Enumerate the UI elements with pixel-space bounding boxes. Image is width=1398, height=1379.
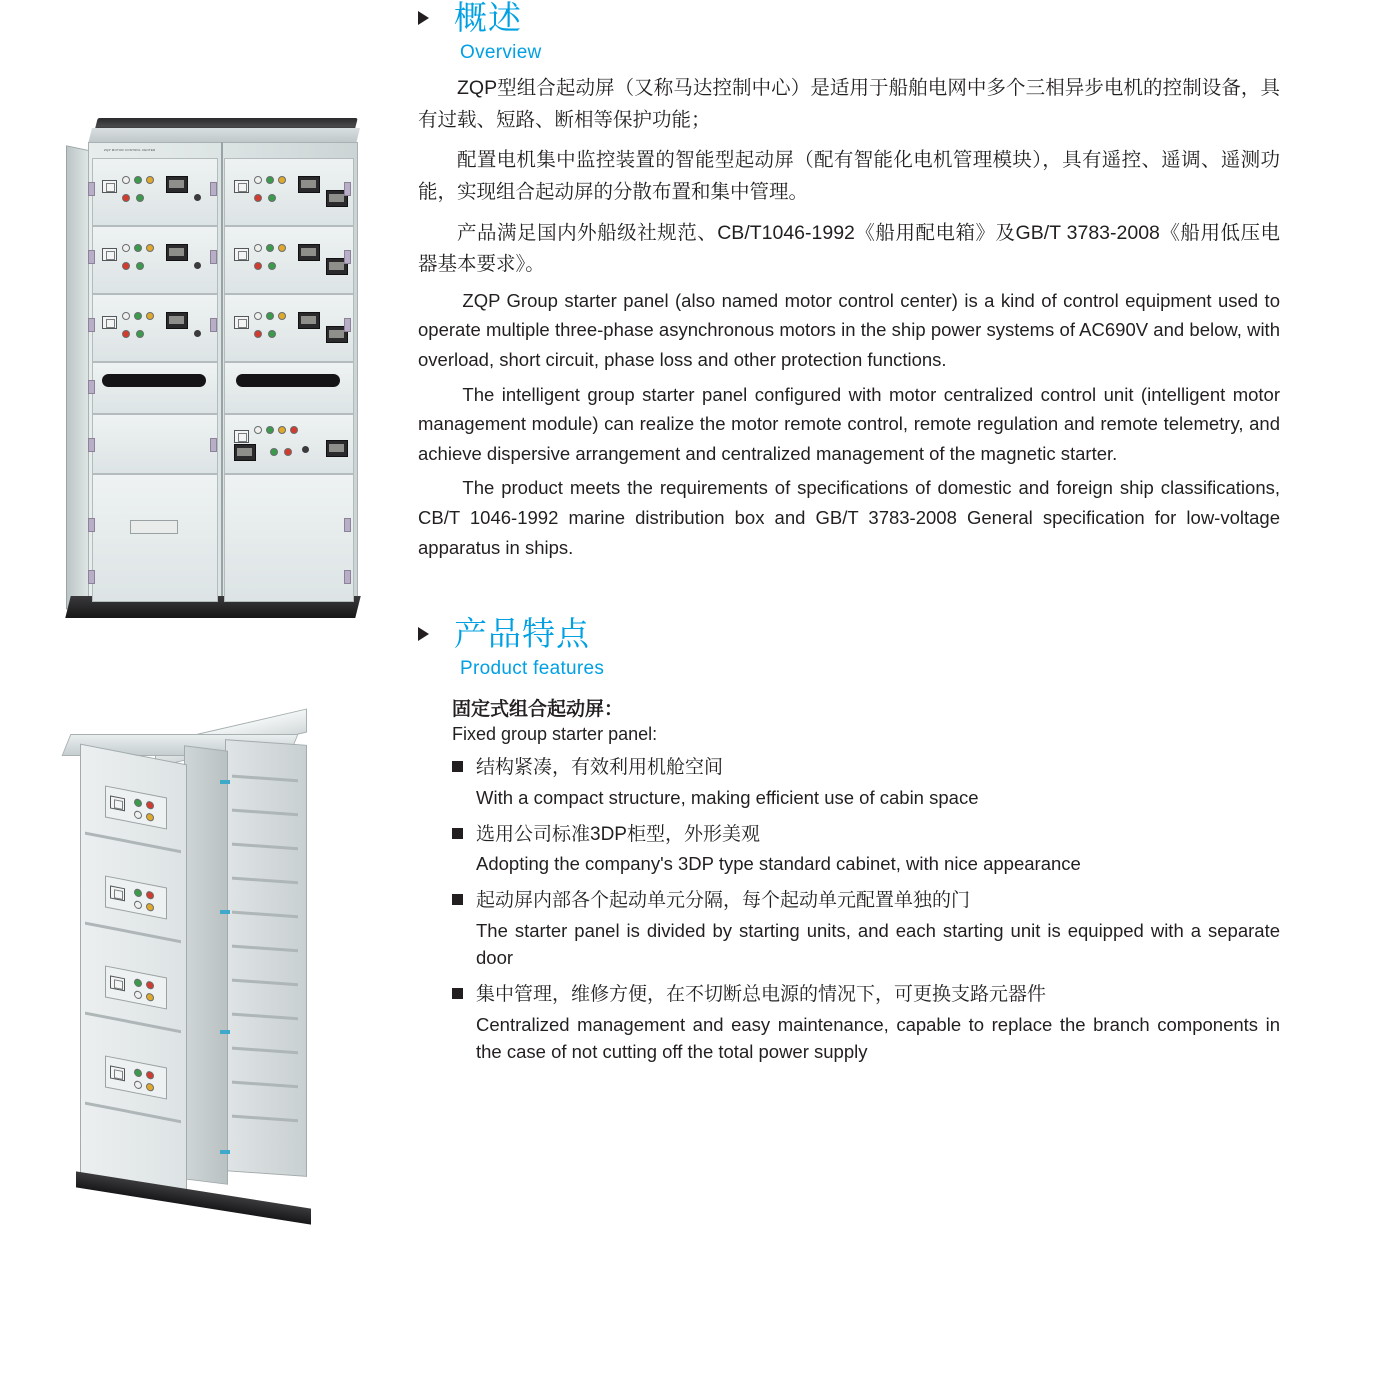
door-hinge xyxy=(344,518,351,532)
features-subtitle-cn: 固定式组合起动屏： xyxy=(452,699,624,721)
features-title-en: Product features xyxy=(460,658,605,680)
indicator-lamp-icon xyxy=(278,312,286,320)
push-button-icon xyxy=(136,262,144,270)
product-photo-front xyxy=(36,100,376,645)
panel-seam xyxy=(232,843,298,851)
list-item-label-en: With a compact structure, making efficient use of cabin space xyxy=(476,786,979,808)
push-button-icon xyxy=(254,194,262,202)
selector-switch-icon xyxy=(234,430,249,443)
starter-unit-cell xyxy=(92,474,218,602)
push-button-icon xyxy=(136,330,144,338)
indicator-lamp-icon xyxy=(146,890,154,900)
overview-paragraph-cn: 配置电机集中监控装置的智能型起动屏（配有智能化电机管理模块），具有遥控、遥调、遥测功能，实现组合起动屏的分散布置和集中管理。 xyxy=(418,149,1280,204)
door-hinge xyxy=(88,250,95,264)
panel-seam xyxy=(232,945,298,953)
indicator-lamp-icon xyxy=(146,1070,154,1080)
cabinet-center-divider xyxy=(221,142,223,602)
section-product-features xyxy=(414,616,1284,1066)
indicator-lamp-icon xyxy=(146,176,154,184)
overview-title-en: Overview xyxy=(460,42,542,64)
triangle-bullet-icon xyxy=(418,11,429,25)
panel-seam xyxy=(232,775,298,783)
indicator-lamp-icon xyxy=(134,798,142,808)
panel-seam xyxy=(232,1115,298,1123)
indicator-lamp-icon xyxy=(278,176,286,184)
door-hinge xyxy=(344,570,351,584)
list-item-label-cn: 结构紧凑，有效利用机舱空间 xyxy=(476,757,724,779)
push-button-icon xyxy=(134,990,142,1000)
push-button-icon xyxy=(146,902,154,912)
selector-switch-icon xyxy=(110,795,125,811)
rating-nameplate xyxy=(130,520,178,534)
square-bullet-icon xyxy=(452,828,463,839)
door-hinge xyxy=(88,518,95,532)
door-hinge xyxy=(88,438,95,452)
push-button-icon xyxy=(134,810,142,820)
panel-seam xyxy=(232,911,298,919)
panel-seam xyxy=(232,1081,298,1089)
rotary-knob-icon xyxy=(194,194,201,201)
indicator-lamp-icon xyxy=(122,244,130,252)
list-item xyxy=(452,981,1284,1009)
door-hinge xyxy=(88,318,95,332)
door-hinge xyxy=(344,182,351,196)
indicator-lamp-icon xyxy=(134,176,142,184)
push-button-icon xyxy=(146,1082,154,1092)
ammeter-icon xyxy=(298,244,320,261)
control-faceplate xyxy=(105,965,167,1009)
push-button-icon xyxy=(268,330,276,338)
selector-switch-icon xyxy=(102,248,117,261)
push-button-icon xyxy=(122,262,130,270)
list-item-label-en: The starter panel is divided by starting units, and each starting unit is equipped with a separate door xyxy=(476,919,1280,969)
product-photo-angled xyxy=(50,710,370,1255)
overview-paragraph-en: ZQP Group starter panel (also named motor control center) is a kind of control equipment used to operate multiple three-phase asynchronous motors in the ship power systems of AC690V and below, with overload, short circuit, phase loss and other protection functions. xyxy=(418,289,1280,370)
push-button-icon xyxy=(254,330,262,338)
door-hinge xyxy=(210,182,217,196)
push-button-icon xyxy=(254,262,262,270)
panel-seam xyxy=(232,979,298,987)
indicator-lamp-icon xyxy=(134,888,142,898)
overview-title-cn: 概述 xyxy=(454,0,522,36)
selector-switch-icon xyxy=(110,1065,125,1081)
control-faceplate xyxy=(105,785,167,829)
overview-heading xyxy=(414,0,1284,36)
door-hinge xyxy=(344,250,351,264)
indicator-lamp-icon xyxy=(254,312,262,320)
indicator-lamp-icon xyxy=(134,978,142,988)
cabinet-name-plate-text: ZQP MOTOR CONTROL CENTER xyxy=(104,148,156,152)
indicator-lamp-icon xyxy=(266,244,274,252)
panel-seam xyxy=(232,1013,298,1021)
overview-paragraph-en: The product meets the requirements of specifications of domestic and foreign ship classifications, CB/T 1046-1992 marine distribution box and GB/T 3783-2008 General specification for low-voltage apparatus in ships. xyxy=(418,477,1280,558)
indicator-lamp-icon xyxy=(266,176,274,184)
door-hinge xyxy=(88,570,95,584)
indicator-lamp-icon xyxy=(266,426,274,434)
indicator-lamp-icon xyxy=(266,312,274,320)
push-button-icon xyxy=(268,194,276,202)
ammeter-icon xyxy=(166,244,188,261)
indicator-lamp-icon xyxy=(146,980,154,990)
list-item xyxy=(452,887,1284,915)
section-overview xyxy=(414,0,1284,562)
overview-paragraph-cn: 产品满足国内外船级社规范、CB/T1046-1992《船用配电箱》及GB/T 3783-2008《船用低压电器基本要求》。 xyxy=(418,221,1280,276)
selector-switch-icon xyxy=(234,248,249,261)
cabinet-front-doors xyxy=(80,744,187,1197)
indicator-lamp-icon xyxy=(290,426,298,434)
door-seam xyxy=(85,1012,181,1034)
features-title-cn: 产品特点 xyxy=(454,615,590,653)
push-button-icon xyxy=(122,194,130,202)
content-column xyxy=(414,0,1284,1379)
rotary-knob-icon xyxy=(194,330,201,337)
cabinet-center-panel xyxy=(184,745,228,1184)
indicator-lamp-icon xyxy=(122,176,130,184)
list-item xyxy=(452,821,1284,849)
door-hinge xyxy=(344,318,351,332)
features-subtitle-en: Fixed group starter panel: xyxy=(452,724,658,745)
push-button-icon xyxy=(270,448,278,456)
selector-switch-icon xyxy=(110,885,125,901)
cabinet-front-illustration xyxy=(58,118,358,618)
panel-seam xyxy=(232,877,298,885)
rotary-knob-icon xyxy=(194,262,201,269)
indicator-lamp-icon xyxy=(254,176,262,184)
push-button-icon xyxy=(284,448,292,456)
selector-switch-icon xyxy=(102,316,117,329)
starter-unit-cell xyxy=(92,414,218,474)
push-button-icon xyxy=(146,992,154,1002)
latch-marker xyxy=(220,1150,230,1154)
selector-switch-icon xyxy=(102,180,117,193)
cabinet-angled-illustration xyxy=(60,720,360,1240)
starter-unit-cell xyxy=(224,474,354,602)
starter-unit-cell xyxy=(92,362,218,414)
door-handle xyxy=(236,374,340,387)
door-hinge xyxy=(210,318,217,332)
door-handle xyxy=(102,374,206,387)
ammeter-icon xyxy=(298,312,320,329)
latch-marker xyxy=(220,1030,230,1034)
ammeter-icon xyxy=(166,312,188,329)
overview-paragraph-en: The intelligent group starter panel configured with motor centralized control unit (intelligent motor management module) can realize the motor remote control, remote regulation and remote telemetry, and achieve dispersive arrangement and centralized management of the magnetic starter. xyxy=(418,383,1280,464)
panel-seam xyxy=(232,809,298,817)
indicator-lamp-icon xyxy=(254,426,262,434)
panel-seam xyxy=(232,1047,298,1055)
indicator-lamp-icon xyxy=(278,426,286,434)
indicator-lamp-icon xyxy=(134,312,142,320)
push-button-icon xyxy=(146,812,154,822)
door-seam xyxy=(85,1102,181,1124)
indicator-lamp-icon xyxy=(134,244,142,252)
selector-switch-icon xyxy=(234,316,249,329)
control-faceplate xyxy=(105,1055,167,1099)
indicator-lamp-icon xyxy=(278,244,286,252)
indicator-lamp-icon xyxy=(146,800,154,810)
door-hinge xyxy=(210,250,217,264)
door-hinge xyxy=(88,380,95,394)
ammeter-icon xyxy=(298,176,320,193)
list-item-label-en: Centralized management and easy maintenance, capable to replace the branch components in the case of not cutting off the total power supply xyxy=(476,1013,1280,1063)
list-item xyxy=(452,754,1284,782)
indicator-lamp-icon xyxy=(146,312,154,320)
latch-marker xyxy=(220,780,230,784)
square-bullet-icon xyxy=(452,761,463,772)
rotary-knob-icon xyxy=(302,446,309,453)
push-button-icon xyxy=(136,194,144,202)
latch-marker xyxy=(220,910,230,914)
square-bullet-icon xyxy=(452,894,463,905)
list-item-label-cn: 起动屏内部各个起动单元分隔，每个起动单元配置单独的门 xyxy=(476,890,971,911)
triangle-bullet-icon xyxy=(418,627,429,641)
overview-paragraph-cn: ZQP型组合起动屏（又称马达控制中心）是适用于船舶电网中多个三相异步电机的控制设备，具有过载、短路、断相等保护功能； xyxy=(418,77,1280,131)
list-item-label-cn: 选用公司标准3DP柜型，外形美观 xyxy=(476,823,760,845)
selector-switch-icon xyxy=(234,180,249,193)
image-column xyxy=(0,0,400,1379)
push-button-icon xyxy=(134,900,142,910)
push-button-icon xyxy=(122,330,130,338)
features-heading xyxy=(414,616,1284,652)
ammeter-icon xyxy=(166,176,188,193)
list-item-label-cn: 集中管理，维修方便，在不切断总电源的情况下，可更换支路元器件 xyxy=(476,984,1047,1006)
indicator-lamp-icon xyxy=(254,244,262,252)
cabinet-right-panel xyxy=(225,739,307,1177)
indicator-lamp-icon xyxy=(134,1068,142,1078)
starter-unit-cell xyxy=(224,362,354,414)
door-seam xyxy=(85,832,181,854)
selector-switch-icon xyxy=(110,975,125,991)
door-hinge xyxy=(88,182,95,196)
control-faceplate xyxy=(105,875,167,919)
door-seam xyxy=(85,922,181,944)
ammeter-icon xyxy=(234,444,256,461)
list-item-label-en: Adopting the company's 3DP type standard cabinet, with nice appearance xyxy=(476,853,1081,875)
indicator-lamp-icon xyxy=(122,312,130,320)
square-bullet-icon xyxy=(452,988,463,999)
push-button-icon xyxy=(268,262,276,270)
door-hinge xyxy=(210,438,217,452)
ammeter-icon xyxy=(326,440,348,457)
push-button-icon xyxy=(134,1080,142,1090)
indicator-lamp-icon xyxy=(146,244,154,252)
